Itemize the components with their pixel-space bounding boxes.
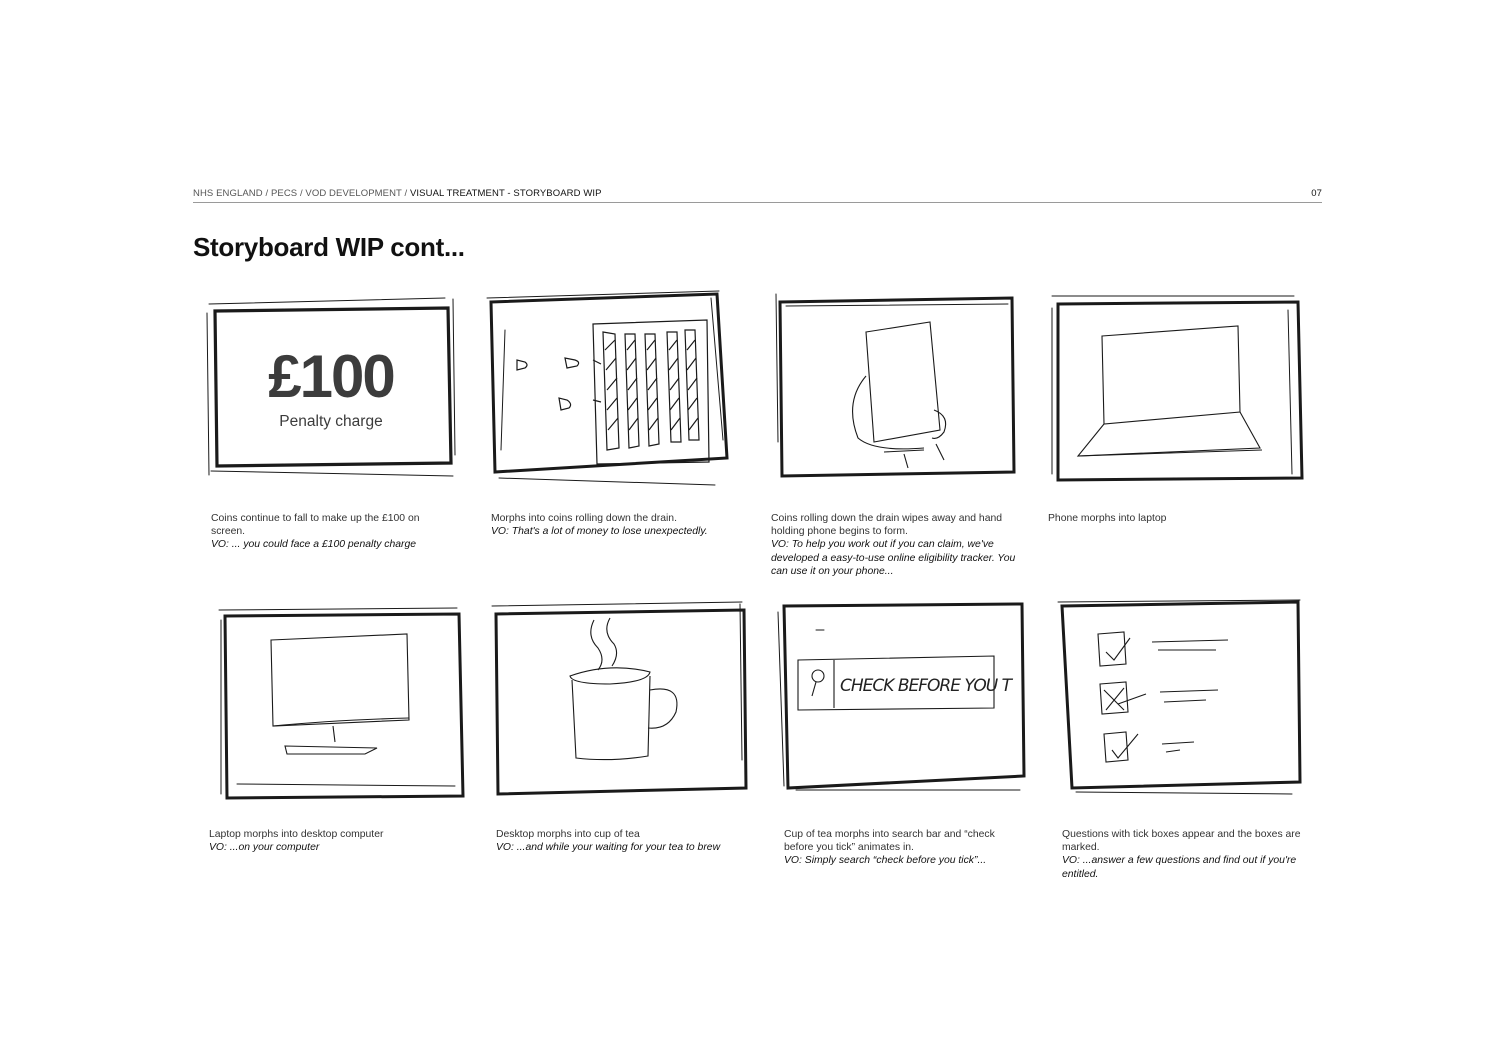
breadcrumb-current: VISUAL TREATMENT - STORYBOARD WIP <box>410 188 602 199</box>
storyboard-frame-3 <box>774 292 1020 486</box>
page-number: 07 <box>1311 188 1322 199</box>
caption-voiceover: VO: ...and while your waiting for your tea to brew <box>496 842 721 854</box>
tick-boxes-sketch <box>1098 632 1228 762</box>
caption-description: Phone morphs into laptop <box>1048 513 1167 524</box>
breadcrumb <box>193 188 602 199</box>
sketch-frame-7 <box>776 600 1028 796</box>
hand-phone-sketch <box>853 322 946 468</box>
frame-caption-5 <box>209 828 459 854</box>
storyboard-frame-4 <box>1048 292 1306 486</box>
sketch-frame-8 <box>1056 598 1306 798</box>
storyboard-frame-5 <box>215 608 467 802</box>
caption-description: Morphs into coins rolling down the drain. <box>491 513 677 524</box>
breadcrumb-path: NHS ENGLAND / PECS / VOD DEVELOPMENT / <box>193 188 410 199</box>
tea-cup-sketch <box>570 618 677 760</box>
sketch-frame-5 <box>215 608 467 802</box>
storyboard-frame-6 <box>490 600 748 798</box>
caption-description: Desktop morphs into cup of tea <box>496 829 640 840</box>
caption-description: Cup of tea morphs into search bar and “check before you tick” animates in. <box>784 829 995 854</box>
frame-caption-3 <box>771 512 1021 578</box>
storyboard-frame-7 <box>776 600 1028 796</box>
caption-voiceover: VO: ... you could face a £100 penalty charge <box>211 539 417 551</box>
frame-caption-2 <box>491 512 741 538</box>
laptop-sketch <box>1078 326 1262 456</box>
caption-description: Coins continue to fall to make up the £100 on screen. <box>211 513 420 538</box>
search-bar-text: CHECK BEFORE YOU T <box>840 676 1012 696</box>
coins-sketch <box>517 358 601 410</box>
frame-caption-8 <box>1062 828 1302 881</box>
drain-grate-sketch <box>593 320 709 464</box>
frame-caption-4 <box>1048 512 1298 525</box>
storyboard-frame-8 <box>1056 598 1306 798</box>
caption-voiceover: VO: To help you work out if you can claim, we've developed a easy-to-use online eligibility tracker. You can use it on your phone... <box>771 539 1016 577</box>
page-title: Storyboard WIP cont... <box>193 232 465 262</box>
header-divider <box>193 202 1322 203</box>
caption-voiceover: VO: ...answer a few questions and find out if you're entitled. <box>1062 855 1297 880</box>
caption-description: Questions with tick boxes appear and the boxes are marked. <box>1062 829 1301 854</box>
frame-caption-6 <box>496 828 756 854</box>
penalty-amount: £100 <box>268 343 394 410</box>
storyboard-frame-2 <box>485 290 733 486</box>
caption-voiceover: VO: Simply search “check before you tick”... <box>784 855 987 867</box>
desktop-computer-sketch <box>271 634 409 754</box>
caption-description: Coins rolling down the drain wipes away and hand holding phone begins to form. <box>771 513 1003 538</box>
penalty-label: Penalty charge <box>279 413 383 430</box>
page-header <box>193 188 1322 199</box>
caption-description: Laptop morphs into desktop computer <box>209 829 384 840</box>
storyboard-frame-1 <box>205 295 457 485</box>
sketch-frame-6 <box>490 600 748 798</box>
sketch-frame-2 <box>485 290 733 486</box>
sketch-frame-4 <box>1048 292 1306 486</box>
caption-voiceover: VO: ...on your computer <box>209 842 320 854</box>
frame-caption-7 <box>784 828 1024 868</box>
sketch-frame-3 <box>774 292 1020 486</box>
frame-caption-1 <box>211 512 451 552</box>
caption-voiceover: VO: That's a lot of money to lose unexpectedly. <box>491 526 708 538</box>
